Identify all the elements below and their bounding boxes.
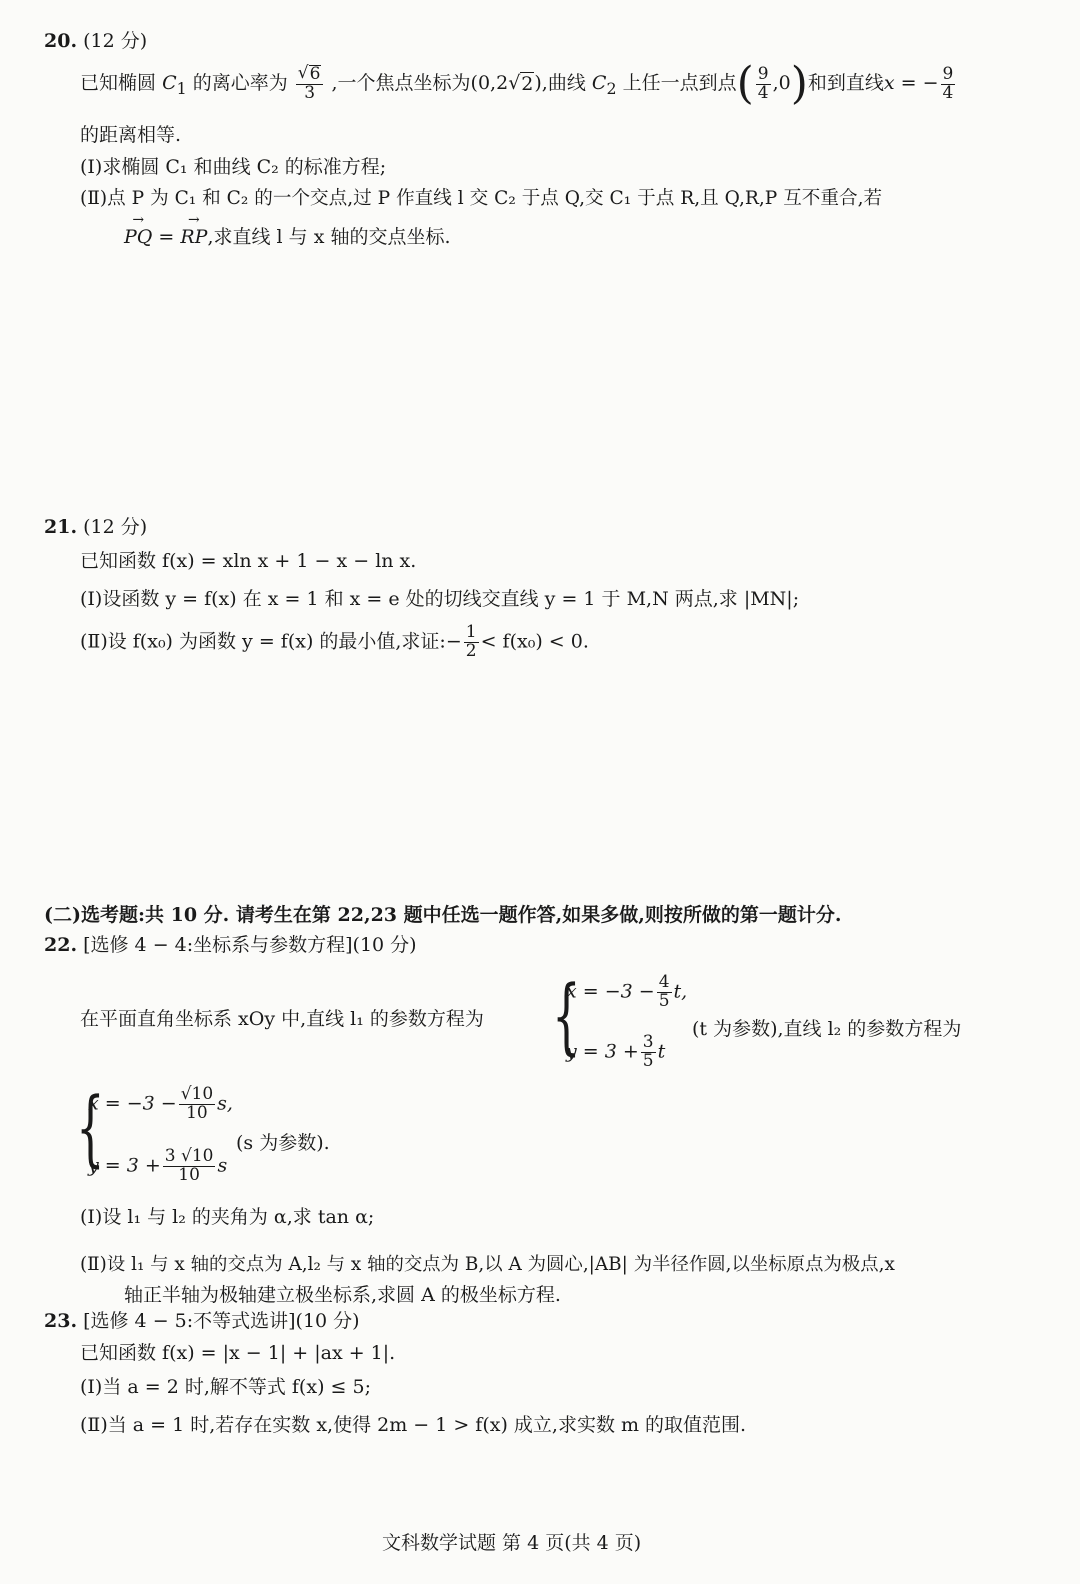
q20-stem-end: 的距离相等. [80,124,182,146]
q21-number: 21. [44,516,78,538]
l2-x-frac [179,1086,215,1123]
q20-ecc-den: 3 [304,83,316,103]
l1-x-frac [657,974,672,1011]
q20-eccentricity: √ 6 3 [296,65,324,103]
l2-y-den: 10 [178,1164,200,1185]
q20-part2: (Ⅱ)点 P 为 C₁ 和 C₂ 的一个交点,过 P 作直线 l 交 C₂ 于点 Q,交 C₁ 于点 R,且 Q,R,P 互不重合,若 [80,188,883,209]
l1-y-eq [566,1034,665,1071]
q22-header [44,934,417,957]
q21-header [44,516,147,539]
q20-line-x: x = − [883,72,939,94]
q21-part2 [80,624,589,661]
q22-part1: (Ⅰ)设 l₁ 与 l₂ 的夹角为 α,求 tan α; [80,1206,375,1228]
q22-param-s: (s 为参数). [236,1132,330,1154]
q21-score: (12 分) [83,516,148,538]
q21-half-den: 2 [465,640,477,661]
l1-x-b: t, [673,980,688,1003]
l2-x-b: s, [217,1092,233,1115]
q20-c1: C [162,72,177,94]
q20-point-frac [756,63,771,103]
q22-title: [选修 4 − 4:坐标系与参数方程](10 分) [83,934,417,956]
l1-brace: { [552,969,581,1064]
q20-pt-num: 9 [757,63,769,84]
q20-part1: (Ⅰ)求椭圆 C₁ 和曲线 C₂ 的标准方程; [80,156,387,178]
l1-x-den: 5 [658,990,670,1011]
q20-ecc-num: 6 [309,64,321,85]
l1-x-eq [566,974,687,1011]
q23-title: [选修 4 − 5:不等式选讲](10 分) [83,1310,360,1332]
q20-score: (12 分) [83,30,148,52]
q20-pt-tail: ,0 [772,72,791,94]
l2-x-num: √10 [180,1084,214,1104]
q20-vec-eq: = [152,226,181,248]
q21-part2-a: (Ⅱ)设 f(x₀) 为函数 y = f(x) 的最小值,求证:− [80,630,462,653]
q20-number: 20. [44,30,78,52]
q20-part2-tail: ,求直线 l 与 x 轴的交点坐标. [207,226,451,248]
q23-stem: 已知函数 f(x) = |x − 1| + |ax + 1|. [80,1342,396,1364]
q21-part2-b: < f(x₀) < 0. [480,630,589,653]
q20-focus-rad: 2 [521,73,534,95]
q21-half-num: 1 [465,622,477,642]
l2-y-a: y = 3 + [88,1154,161,1177]
l2-x-eq [88,1086,233,1123]
q20-stem-b: 的离心率为 [192,72,288,94]
l2-y-num: 3 √10 [164,1146,214,1166]
elective-section-heading: (二)选考题:共 10 分. 请考生在第 22,23 题中任选一题作答,如果多做,则按所做的第一题计分. [44,904,842,926]
q20-vec-rp: → RP [180,226,207,249]
q21-part1: (Ⅰ)设函数 y = f(x) 在 x = 1 和 x = e 处的切线交直线 y = 1 于 M,N 两点,求 |MN|; [80,588,800,610]
l2-y-b: s [217,1154,228,1177]
q20-part2-cont [124,226,451,249]
l2-y-frac [163,1148,216,1185]
q20-pt-den: 4 [757,82,769,103]
l1-y-frac [641,1034,656,1071]
q21-stem: 已知函数 f(x) = xln x + 1 − x − ln x. [80,550,417,572]
l1-x-num: 4 [658,972,670,992]
q22-param-t: (t 为参数),直线 l₂ 的参数方程为 [692,1018,962,1040]
q20-line-den: 4 [942,82,954,103]
l2-brace: { [76,1081,105,1176]
q20-stem: 已知椭圆 $C_1$ 的离心率为 √ 6 3 ,一个焦点坐标为(0,2√ 2 ),曲线 $C_2$ 上任一点到点( $\frac{9}{4}$ ,0)和到直线x = − $\frac{9}{4}$ [80,58,954,109]
q23-header [44,1310,360,1333]
l1-y-num: 3 [642,1032,654,1052]
q23-part2: (Ⅱ)当 a = 1 时,若存在实数 x,使得 2m − 1 > f(x) 成立,求实数 m 的取值范围. [80,1414,747,1436]
q20-stem-c: ,一个焦点坐标为(0,2 [331,72,509,94]
q22-stem-a: 在平面直角坐标系 xOy 中,直线 l₁ 的参数方程为 [80,1008,484,1030]
q20-stem-f: 和到直线 [807,72,884,94]
q20-stem-d: ),曲线 [534,72,586,94]
l2-x-den: 10 [186,1102,208,1123]
l1-y-den: 5 [642,1050,654,1071]
q20-vec-pq: → PQ [124,226,152,249]
q21-half [464,624,479,661]
l2-y-eq [88,1148,227,1185]
q22-part2-a: (Ⅱ)设 l₁ 与 x 轴的交点为 A,l₂ 与 x 轴的交点为 B,以 A 为圆心,|AB| 为半径作圆,以坐标原点为极点,x [80,1254,895,1275]
l1-x-a: x = −3 − [566,980,655,1003]
l1-y-b: t [657,1040,666,1063]
q20-stem-e: 上任一点到点 [622,72,737,94]
l1-y-a: y = 3 + [566,1040,639,1063]
q23-part1: (Ⅰ)当 a = 2 时,解不等式 f(x) ≤ 5; [80,1376,371,1398]
q20-header [44,30,147,53]
q23-number: 23. [44,1310,78,1332]
l2-x-a: x = −3 − [88,1092,177,1115]
q20-stem-a: 已知椭圆 [80,72,157,94]
q22-number: 22. [44,934,78,956]
q20-line-frac [941,63,956,103]
q20-line-num: 9 [942,63,954,84]
page-footer: 文科数学试题 第 4 页(共 4 页) [382,1532,642,1554]
q22-part2-b: 轴正半轴为极轴建立极坐标系,求圆 A 的极坐标方程. [124,1284,561,1306]
